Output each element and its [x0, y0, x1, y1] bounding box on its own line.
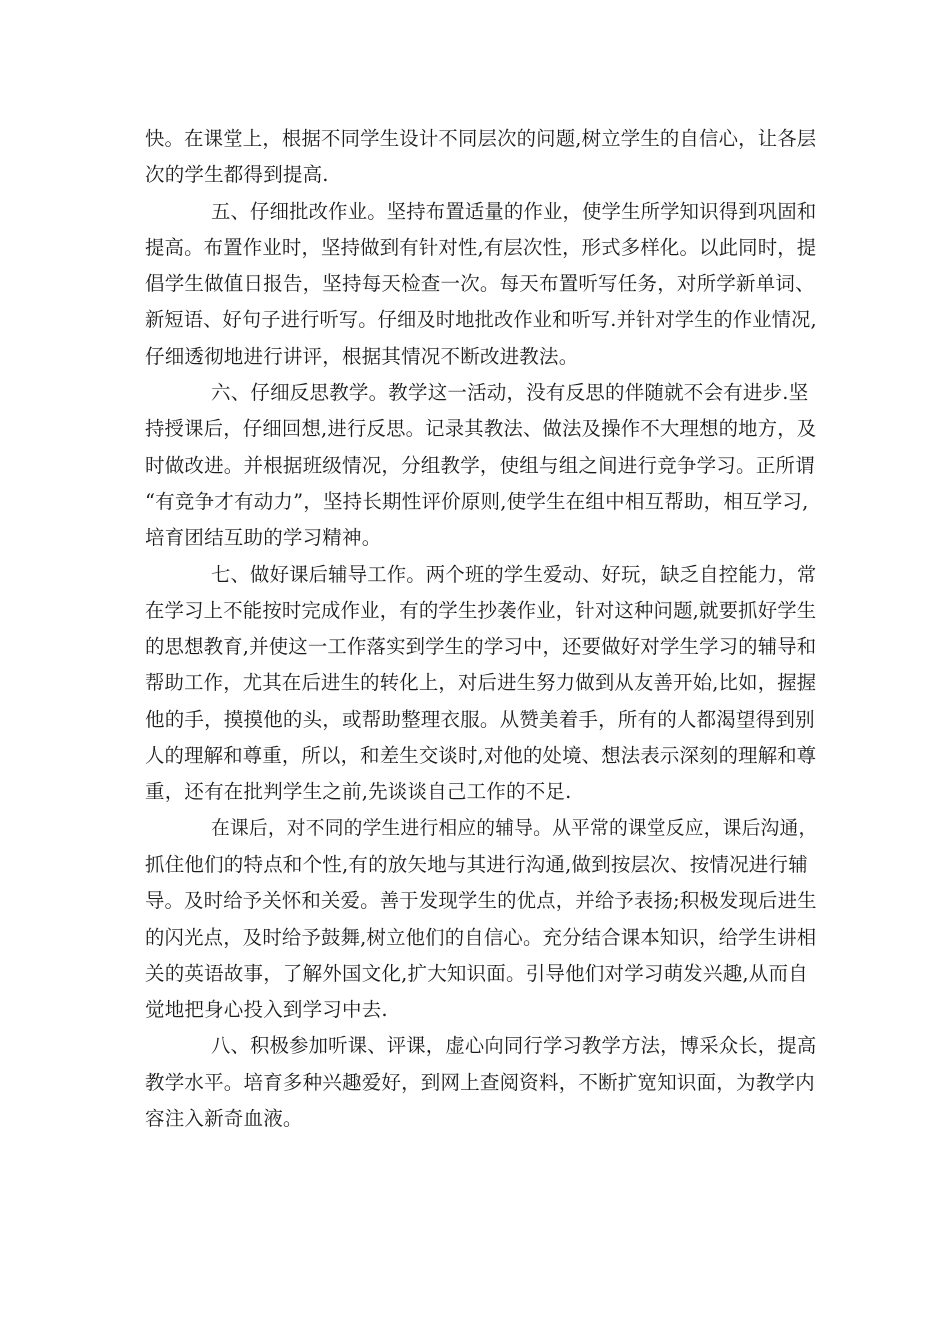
- text-line: 人的理解和尊重，所以，和差生交谈时,对他的处境、想法表示深刻的理解和尊: [145, 744, 817, 768]
- text-line: 觉地把身心投入到学习中去.: [145, 998, 388, 1022]
- paragraph-first-line: 五、仔细批改作业。坚持布置适量的作业，使学生所学知识得到巩固和: [211, 199, 817, 223]
- text-line: 导。及时给予关怀和关爱。善于发现学生的优点，并给予表扬;积极发现后进生: [145, 889, 817, 913]
- text-line: 抓住他们的特点和个性,有的放矢地与其进行沟通,做到按层次、按情况进行辅: [145, 852, 808, 876]
- text-line: 他的手，摸摸他的头，或帮助整理衣服。从赞美着手，所有的人都渴望得到别: [145, 707, 815, 731]
- paragraph-first-line: 六、仔细反思教学。教学这一活动，没有反思的伴随就不会有进步.坚: [211, 381, 809, 405]
- text-line: 关的英语故事，了解外国文化,扩大知识面。引导他们对学习萌发兴趣,从而自: [145, 961, 808, 985]
- text-line: 仔细透彻地进行讲评，根据其情况不断改进教法。: [145, 344, 579, 368]
- paragraph-first-line: 在课后，对不同的学生进行相应的辅导。从平常的课堂反应，课后沟通，: [211, 817, 818, 839]
- text-line: 时做改进。并根据班级情况，分组教学，使组与组之间进行竞争学习。正所谓: [145, 453, 815, 477]
- text-line: 培育团结互助的学习精神。: [145, 526, 382, 550]
- text-line: 容注入新奇血液。: [145, 1107, 303, 1131]
- text-line: 重，还有在批判学生之前,先谈谈自己工作的不足.: [145, 780, 572, 804]
- text-line: “有竞争才有动力”，坚持长期性评价原则,使学生在组中相互帮助，相互学习,: [145, 489, 809, 513]
- text-line: 快。在课堂上，根据不同学生设计不同层次的问题,树立学生的自信心，让各层: [145, 127, 817, 150]
- text-line: 提高。布置作业时，坚持做到有针对性,有层次性，形式多样化。以此同时，提: [145, 235, 817, 259]
- text-line: 倡学生做值日报告，坚持每天检查一次。每天布置听写任务，对所学新单词、: [145, 272, 815, 296]
- text-line: 帮助工作，尤其在后进生的转化上，对后进生努力做到从友善开始,比如，握握: [145, 671, 817, 695]
- text-line: 的思想教育,并使这一工作落实到学生的学习中，还要做好对学生学习的辅导和: [145, 635, 817, 659]
- paragraph-first-line: 八、积极参加听课、评课，虚心向同行学习教学方法，博采众长，提高: [211, 1034, 817, 1058]
- paragraph-first-line: 七、做好课后辅导工作。两个班的学生爱动、好玩，缺乏自控能力，常: [211, 562, 817, 586]
- text-line: 教学水平。培育多种兴趣爱好，到网上查阅资料，不断扩宽知识面，为教学内: [145, 1070, 815, 1094]
- text-line: 持授课后，仔细回想,进行反思。记录其教法、做法及操作不大理想的地方，及: [145, 417, 817, 441]
- document-body: [145, 121, 817, 1137]
- text-line: 次的学生都得到提高.: [145, 163, 329, 187]
- text-line: 在学习上不能按时完成作业，有的学生抄袭作业，针对这种问题,就要抓好学生: [145, 598, 817, 622]
- text-line: 新短语、好句子进行听写。仔细及时地批改作业和听写.并针对学生的作业情况,: [145, 308, 817, 332]
- text-line: 的闪光点，及时给予鼓舞,树立他们的自信心。充分结合课本知识，给学生讲相: [145, 925, 817, 949]
